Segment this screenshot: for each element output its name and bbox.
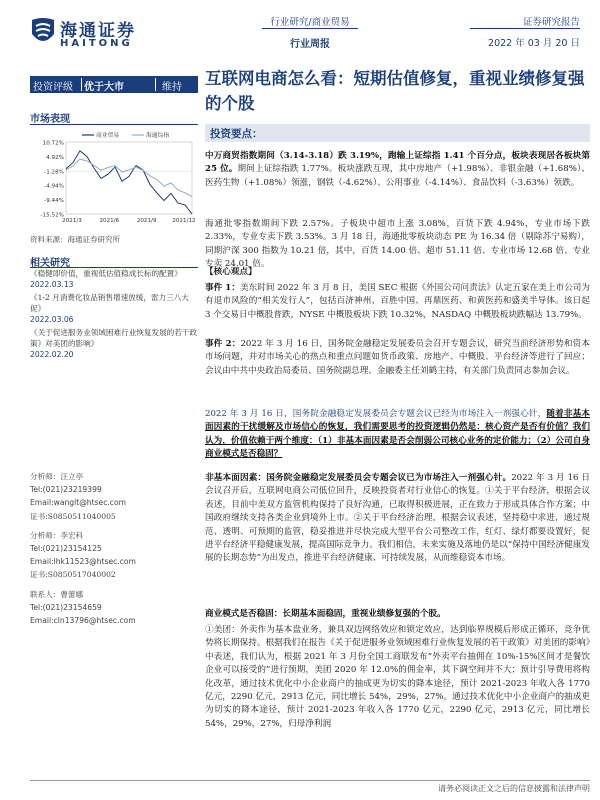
rating-change: 维持 [162, 82, 182, 93]
report-header [0, 0, 600, 62]
report-type: 行业周报 [290, 39, 330, 50]
key-points-title: 投资要点： [210, 128, 263, 140]
chart-source: 资料来源：海通证券研究所 [30, 235, 120, 244]
logic-question: 随着非基本面因素的干扰缓解及市场信心的恢复，我们需要思考的投资逻辑仍然是：核心资产是否有价值？我们认为，价值依赖于两个维度：（1）非基本面因素是否会削弱公司核心业务的定价能力；（2）公司自身商业模式是否稳固？ [205, 409, 590, 460]
x-tick-label: 2021/3 [62, 218, 82, 224]
y-tick-label: -1.28% [44, 169, 64, 176]
analyst-block [30, 588, 198, 628]
section-heading: 非基本面因素：国务院金融稳定发展委员会专题会议已为市场注入一剂强心针。 [205, 473, 512, 483]
series-line-haitong-index [66, 159, 192, 197]
event-text: 美东时间 2022 年 3 月 8 日，美国 SEC 根据《外国公司问责法》认定五家在美上市公司为有退市风险的“相关发行人”，包括百济神州、百胜中国、再鼎医药、和黄医药和盛美半导体。该日起 3 个交易日中概股普跌，NYSE 中概股板块下跌 10.32%，NASDAQ 中概股板块跌幅达 13.79%。 [205, 283, 590, 320]
event-text: 2022 年 3 月 16 日，国务院金融稳定发展委员会召开专题会议，研究当前经济形势和资本市场问题，并对市场关心的热点和重点问题如货币政策、房地产、中概股、平台经济等进行了回应；会议由中共中央政治局委员、国务院副总理、金融委主任刘鹤主持，有关部门负责同志参加会议。 [205, 339, 590, 376]
business-model-section [205, 608, 590, 621]
business-model-text: ①美团：外卖作为基本盘业务，兼具双边网络效应和锁定效应，达到临界规模后形成正循环，竞争优势将长期保持。根据我们在报告《关于促进服务业领域困难行业恢复发展的若干政策》对美团的影响》中表述，我们认为，根据 2021 年 3 月份全国工商联发布“外卖平台抽佣在 10%-15%区间才是餐饮企业可以接受的”进行预期，美团 2020 年 12.0%的佣金率，其下调空间并不大；预计引导费用将构化改革，通过技术优化中小企业商户的抽成更为切实的降本途径，预计 2021-2023 年收入各 1770 亿元，2290 亿元，2913 亿元，同比增长 54%，29%，27%。通过技术优化中小企业商户的抽成更为切实的降本途径，预计 2021-2023 年收入各 1770 亿元，2290 亿元，2913 亿元，同比增长 54%，29%，27%，归母净利润 [205, 625, 590, 729]
related-item-title[interactable]: 《1-2 月消费化妆品销售增速放缓，雷力三八大促》 [30, 293, 189, 313]
report-date: 2022 年 03 月 20 日 [488, 38, 580, 49]
related-item[interactable] [30, 292, 198, 325]
chart-plot-frame [66, 142, 192, 214]
related-item-title[interactable]: 《关于促进服务业领域困难行业恢复发展的若干政策》对美团的影响》 [30, 328, 198, 348]
analyst-tel: Tel:(021)23219399 [30, 485, 102, 495]
y-tick-label: -9.44% [44, 198, 64, 205]
related-item[interactable] [30, 327, 198, 360]
page-title: 互联网电商怎么看：短期估值修复，重视业绩修复强的个股 [205, 69, 585, 113]
event-2 [205, 338, 590, 378]
section-heading: 商业模式是否稳固：长期基本面稳固，重视业绩修复强的个股。 [205, 609, 446, 619]
analyst-list [30, 470, 198, 627]
related-item[interactable] [30, 268, 198, 290]
non-fundamental-section [205, 472, 590, 566]
related-item-date: 2022.03.06 [30, 315, 74, 324]
core-views-title: 【核心观点】 [205, 267, 257, 277]
haitong-logo [30, 14, 140, 54]
y-tick-label: -15.52% [40, 212, 64, 219]
analyst-tel: Tel:(021)23154659 [30, 602, 102, 612]
y-tick-label: 4.92% [46, 154, 64, 161]
rating-divider [81, 78, 82, 91]
analyst-name: 分析师：李宏科 [30, 530, 84, 540]
analyst-name: 联系人：曹蕾娜 [30, 589, 84, 599]
key-points-bar [205, 124, 590, 142]
event-label: 事件 1： [205, 283, 240, 293]
analyst-email[interactable]: Email:cln13796@htsec.com [30, 616, 136, 626]
report-category: 行业研究/商业贸易 [270, 17, 350, 28]
analyst-tel: Tel:(021)23154125 [30, 544, 102, 554]
legend-label: 商业贸易 [96, 133, 120, 139]
haitong-logo-icon [30, 16, 56, 48]
x-tick-label: 2021/6 [99, 218, 120, 224]
logic-intro: 2022 年 3 月 16 日，国务院金融稳定发展委员会专题会议已经为市场注入一剂强心针， [205, 409, 547, 419]
legend-label: 海通综指 [146, 133, 170, 139]
related-item-date: 2022.02.20 [30, 350, 74, 359]
rating-value: 优于大市 [84, 82, 124, 93]
analyst-email[interactable]: Email:lhk11523@htsec.com [30, 557, 136, 567]
brand-divider [470, 28, 580, 29]
footer-divider [30, 780, 590, 781]
related-item-date: 2022.03.13 [30, 280, 74, 289]
y-tick-label: 10.72% [42, 140, 64, 147]
analyst-block [30, 529, 198, 582]
footer-disclaimer: 请务必阅读正文之后的信息披露和法律声明 [438, 784, 590, 793]
market-section-divider [30, 124, 198, 125]
market-chart-svg [30, 128, 198, 228]
event-1 [205, 282, 590, 322]
investment-logic [205, 408, 590, 462]
summary-paragraph-2: 海通批零指数期间下跌 2.57%。子板块中超市上涨 3.08%，百货下跌 4.94%，专业市场下跌 2.33%，专业专卖下跌 3.53%。3 月 18 日，海通批零板块动态 PE 为 16.34 倍（剔除苏宁易购），同期沪深 300 指数为 10.21 倍，其中，百货 14.00 倍、超市 51.11 倍、专业市场 12.68 倍、专业专卖 24.01 倍。 [205, 219, 590, 270]
analyst-email[interactable]: Email:wanglt@htsec.com [30, 498, 127, 508]
related-item-title[interactable]: 《稳健即价值，重视低估值稳成长标的配置》 [30, 269, 182, 278]
report-brand: 证券研究报告 [522, 17, 580, 28]
logo-chinese-name: 海通证券 [60, 21, 136, 41]
related-list [30, 268, 198, 360]
rating-bar [30, 76, 198, 93]
y-tick-label: -4.94% [44, 183, 64, 190]
analyst-name: 分析师：汪立亭 [30, 472, 84, 481]
summary-lead: 中万商贸指数期间（3.14-3.18）跌 3.19%，跑输上证综指 1.41 个百分点，板块表现居各板块第 25 位。 [205, 151, 590, 175]
summary-text: 期间上证综指跌 1.77%。板块涨跌互现，其中房地产（+1.98%）、非银金融（+1.68%）、医药生物（+1.08%）领涨，钢铁（-4.62%）、公用事业（-4.14%）、食品饮料（-3.63%）领跌。 [205, 164, 591, 188]
related-section-title: 相关研究 [30, 258, 70, 269]
x-tick-label: 2021/9 [136, 218, 157, 224]
category-divider [262, 28, 358, 29]
analyst-cert: 证书:S0850517040002 [30, 570, 116, 580]
analyst-cert: 证书:S0850511040005 [30, 511, 116, 521]
section-text: 2022 年 3 月 16 日会议召开后，互联网电商公司低位回升，反映投资者对行业信心的恢复。①关于平台经济，根据会议表述，目前中美双方监管机构保持了良好沟通，已取得积极进展，正在致力于形成具体合作方案；中国政府继续支持各类企业到境外上市。②关于平台经济治理，根据会议表述，坚持稳中求进，通过规范、透明、可预期的监管，稳妥推进并尽快完成大型平台公司整改工作，红灯、绿灯都要设置好，促进平台经济平稳健康发展，提高国际竞争力。我们相信，未来实施及落地仍是以“保持中国经济健康发展的长期态势”为出发点，推进平台经济健康、可持续发展，从而维稳资本市场。 [205, 473, 590, 564]
logo-english-name: HAITONG [60, 38, 133, 49]
summary-paragraph-1 [205, 150, 590, 190]
rating-divider [155, 78, 156, 91]
market-section-title: 市场表现 [30, 114, 70, 125]
x-tick-label: 2021/12 [172, 218, 196, 224]
rating-label: 投资评级 [33, 82, 73, 93]
analyst-block [30, 470, 198, 523]
market-chart [30, 128, 198, 228]
event-label: 事件 2： [205, 339, 241, 349]
